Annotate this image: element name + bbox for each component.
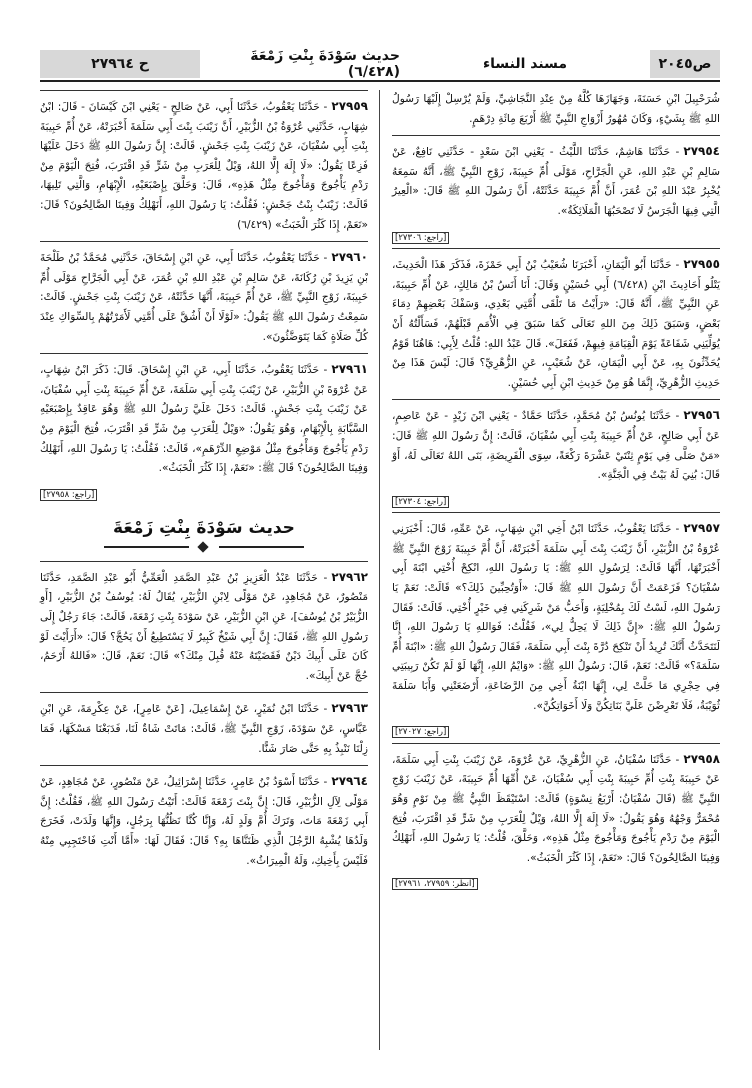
hadith-number: ٢٧٩٥٤ [683,144,720,159]
hadith-text: - حَدَّثَنَا هَاشِمٌ، حَدَّثَنَا اللَّيْثُ - يَعْنِي ابْنَ سَعْدٍ - حَدَّثَنِي نَافِعٌ، عَنْ سَالِمِ بْنِ عَبْدِ اللهِ، عَنِ الْجَرَّاحِ، مَوْلَى أُمِّ حَبِيبَةَ، زَوْجِ النَّبِيِّ ﷺ، أَنَّهُ سَمِعَهُ يُخْبِرُ عَبْدَ اللهِ بْنَ عُمَرَ، أَنَّ أُمَّ حَبِيبَةَ حَدَّثَتْهُ، أَنَّ رَسُولَ اللهِ ﷺ قَالَ: «الْعِيرُ الَّتِي فِيهَا الْجَرَسُ لَا تَصْحَبُهَا الْمَلَائِكَةُ». [392,146,720,217]
hadith-text: - حَدَّثَنَا ابْنُ نُمَيْرٍ، عَنْ إِسْمَاعِيلَ، [عَنْ عَامِرٍ]، عَنْ عِكْرِمَةَ، عَنِ ابْنِ عَبَّاسٍ، عَنْ سَوْدَةَ، زَوْجِ النَّبِيِّ ﷺ، قَالَتْ: مَاتَتْ شَاةٌ لَنَا، فَدَبَغْنَا مَسْكَهَا، فَمَا زِلْنَا نَنْبِذُ بِهِ حَتَّى صَارَ شَنًّا. [40,703,368,755]
hadith-text: - حَدَّثَنَا يُونُسُ بْنُ مُحَمَّدٍ، حَدَّثَنَا حَمَّادٌ - يَعْنِي ابْنَ زَيْدٍ - عَنْ عَاصِمٍ، عَنْ أَبِي صَالِحٍ، عَنْ أُمِّ حَبِيبَةَ بِنْتِ أَبِي سُفْيَانَ، قَالَتْ: إِنَّ رَسُولَ اللهِ ﷺ قَالَ: «مَنْ صَلَّى فِي يَوْمٍ ثِنْتَيْ عَشْرَةَ رَكْعَةً، سِوَى الْفَرِيضَةِ، بَنَى اللهُ تَعَالَى لَهُ، أَوْ قَالَ: بُنِيَ لَهُ بَيْتٌ فِي الْجَنَّةِ». [392,410,720,482]
cross-reference: [راجع: ٢٧٣٠٦] [392,232,449,244]
hadith-entry [40,692,368,759]
hadith-entry [40,561,368,687]
hadith-number: ٢٧٩٦٤ [331,774,368,789]
hadith-text: - حَدَّثَنَا يَعْقُوبُ، حَدَّثَنَا أَبِي، عَنِ ابْنِ إِسْحَاقَ. قَالَ: ذَكَرَ ابْنُ شِهَابٍ، عَنْ عُرْوَةَ بْنِ الزُّبَيْرِ، عَنْ زَيْنَبَ بِنْتِ أَبِي سَلَمَةَ، عَنْ أُمِّ حَبِيبَةَ بِنْتِ أَبِي سُفْيَانَ، عَنْ زَيْنَبَ بِنْتِ جَحْشٍ. قَالَتْ: دَخَلَ عَلَيَّ رَسُولُ اللهِ ﷺ وَهُوَ عَاقِدٌ بِإِصْبَعَيْهِ السَّبَّابَةِ بِالْإِبْهَامِ، وَهُوَ يَقُولُ: «وَيْلٌ لِلْعَرَبِ مِنْ شَرٍّ قَدِ اقْتَرَبَ، فُتِحَ الْيَوْمَ مِنْ رَدْمِ يَأْجُوجَ وَمَأْجُوجَ مِثْلُ مَوْضِعِ الدِّرْهَمِ»، قَالَتْ: فَقُلْتُ: يَا رَسُولَ اللهِ، أَنَهْلِكُ وَفِينَا الصَّالِحُونَ؟ قَالَ ﷺ: «نَعَمْ، إِذَا كَثُرَ الْخَبَثُ». [40,364,368,475]
hadith-entry [40,353,368,479]
hadith-text: - حَدَّثَنَا أَبُو الْيَمَانِ، أَخْبَرَنَا شُعَيْبُ بْنُ أَبِي حَمْزَةَ، فَذَكَرَ هَذَا الْحَدِيثَ، يَتْلُو أَحَادِيثَ ابْنِ (٦/٤٢٨) أَبِي حُسَيْنٍ وَقَالَ: أَنَا أَنَسُ بْنُ مَالِكٍ، عَنْ أُمِّ حَبِيبَةَ، عَنِ النَّبِيِّ ﷺ، أَنَّهُ قَالَ: «رَأَيْتُ مَا تَلْقَى أُمَّتِي بَعْدِي، وَسَفْكَ بَعْضِهِمْ دِمَاءَ بَعْضٍ، وَسَبَقَ ذَلِكَ مِنَ اللهِ تَعَالَى كَمَا سَبَقَ فِي الْأُمَمِ قَبْلَهُمْ، فَسَأَلْتُهُ أَنْ يُوَلِّيَنِي شَفَاعَةً يَوْمَ الْقِيَامَةِ فِيهِمْ، فَفَعَلَ». قَالَ عَبْدُ اللهِ: قُلْتُ لِأَبِي: هَاهُنَا قَوْمٌ يُحَدِّثُونَ بِهِ، عَنْ أَبِي الْيَمَانِ، عَنْ شُعَيْبٍ، عَنِ الزُّهْرِيِّ؟ قَالَ: لَيْسَ هَذَا مِنْ حَدِيثِ الزُّهْرِيِّ، إِنَّمَا هُوَ مِنْ حَدِيثِ ابْنِ أَبِي حُسَيْنٍ. [392,259,720,389]
hadith-entry [40,90,368,235]
page [40,50,720,1060]
hadith-entry [392,248,720,393]
hadith-number: ٢٧٩٥٥ [683,257,720,272]
ornament-divider [104,543,304,551]
hadith-number: ٢٧٩٥٨ [683,751,720,766]
hadith-number: ٢٧٩٦٠ [331,250,368,265]
hadith-entry [392,512,720,716]
hadith-number: ٢٧٩٥٧ [683,521,720,536]
hadith-text: - حَدَّثَنَا يَعْقُوبُ، حَدَّثَنَا ابْنُ أَخِي ابْنِ شِهَابٍ، عَنْ عَمِّهِ، قَالَ: أَخْبَرَنِي عُرْوَةُ بْنُ الزُّبَيْرِ، أَنَّ زَيْنَبَ بِنْتَ أَبِي سَلَمَةَ أَخْبَرَتْهُ، أَنَّ أُمَّ حَبِيبَةَ زَوْجَ النَّبِيِّ ﷺ أَخْبَرَتْهَا، أَنَّهَا قَالَتْ: لِرَسُولِ اللهِ ﷺ: يَا رَسُولَ اللهِ، انْكِحْ أُخْتِي ابْنَةَ أَبِي سُفْيَانَ؟ فَزَعَمَتْ أَنَّ رَسُولَ اللهِ ﷺ قَالَ: «أَوَتُحِبِّينَ ذَلِكَ؟» قَالَتْ: نَعَمْ يَا رَسُولَ اللهِ، لَسْتُ لَكَ بِمُخْلِيَةٍ، وَأَحَبُّ مَنْ شَرِكَنِي فِي خَيْرٍ أُخْتِي. قَالَتْ: فَقَالَ رَسُولُ اللهِ ﷺ: «إِنَّ ذَلِكَ لَا يَحِلُّ لِي»، فَقُلْتُ: فَوَاللهِ يَا رَسُولَ اللهِ، إِنَّا لَنَتَحَدَّثُ أَنَّكَ تُرِيدُ أَنْ تَنْكِحَ دُرَّةَ بِنْتَ أَبِي سَلَمَةَ، فَقَالَ رَسُولُ اللهِ ﷺ: «ابْنَةَ أُمِّ سَلَمَةَ؟» قَالَتْ: نَعَمْ، قَالَ: رَسُولُ اللهِ ﷺ: «وَايْمُ اللهِ، إِنَّهَا لَوْ لَمْ تَكُنْ رَبِيبَتِي فِي حِجْرِي مَا حَلَّتْ لِي، إِنَّهَا ابْنَةُ أَخِي مِنَ الرَّضَاعَةِ، أَرْضَعَتْنِي وَأَبَا سَلَمَةَ ثُوَيْبَةُ، فَلَا تَعْرِضْنَ عَلَيَّ بَنَاتِكُنَّ وَلَا أَخَوَاتِكُنَّ». [392,523,720,712]
hadith-entry [392,90,720,129]
hadith-text: شُرَحْبِيلَ ابْنِ حَسَنَةَ، وَجَهَازَهَا كُلَّهُ مِنْ عِنْدِ النَّجَاشِيِّ، وَلَمْ يُرْسِلْ إِلَيْهَا رَسُولُ اللهِ ﷺ بِشَيْءٍ، وَكَانَ مُهُورُ أَزْوَاجِ النَّبِيِّ ﷺ أَرْبَعَ مِائَةِ دِرْهَمٍ. [392,93,720,125]
hadith-number: ٢٧٩٥٩ [331,99,368,113]
column-divider [379,90,380,1050]
hadith-text: - حَدَّثَنَا يَعْقُوبُ، حَدَّثَنَا أَبِي، عَنِ ابْنِ إِسْحَاقَ، حَدَّثَنِي مُحَمَّدُ بْنُ طَلْحَةَ بْنِ يَزِيدَ بْنِ رُكَانَةَ، عَنْ سَالِمِ بْنِ عَبْدِ اللهِ بْنِ عُمَرَ، عَنْ أَبِي الْجَرَّاحِ مَوْلَى أُمِّ حَبِيبَةَ، زَوْجِ النَّبِيِّ ﷺ، عَنْ أُمِّ حَبِيبَةَ، أَنَّهَا حَدَّثَتْهُ، عَنْ زَيْنَبَ بِنْتِ جَحْشٍ. قَالَتْ: سَمِعْتُ رَسُولَ اللهِ ﷺ يَقُولُ: «لَوْلَا أَنْ أَشُقَّ عَلَى أُمَّتِي لَأَمَرْتُهُمْ بِالسِّوَاكِ عِنْدَ كُلِّ صَلَاةٍ كَمَا يَتَوَضَّئُونَ». [40,252,368,343]
cross-reference: [راجع: ٢٧٣٠٤] [392,496,449,508]
hadith-number: ٢٧٩٥٦ [683,408,720,423]
page-number: ص٢٠٤٥ [650,50,720,78]
chapter-heading [40,519,368,551]
hadith-number: ٢٧٩٦١ [331,362,368,377]
hadith-entry [40,241,368,347]
hadith-text: - حَدَّثَنَا يَعْقُوبُ، حَدَّثَنَا أَبِي، عَنْ صَالِحٍ - يَعْنِي ابْنَ كَيْسَانَ - قَالَ: ابْنُ شِهَابٍ، حَدَّثَنِي عُرْوَةُ بْنُ الزُّبَيْرِ، أَنَّ زَيْنَبَ بِنْتَ أَبِي سَلَمَةَ أَخْبَرَتْهُ، عَنْ أُمِّ حَبِيبَةَ بِنْتِ أَبِي سُفْيَانَ، عَنْ زَيْنَبَ بِنْتِ جَحْشٍ. قَالَتْ: إِنَّ رَسُولَ اللهِ ﷺ دَخَلَ عَلَيْهَا فَزِعًا يَقُولُ: «لَا إِلَهَ إِلَّا اللهُ، وَيْلٌ لِلْعَرَبِ مِنْ شَرٍّ قَدِ اقْتَرَبَ، فُتِحَ الْيَوْمَ مِنْ رَدْمِ يَأْجُوجَ وَمَأْجُوجَ مِثْلُ هَذِهِ»، قَالَ: وَحَلَّقَ بِإِصْبَعَيْهِ، الْإِبْهَامِ، وَالَّتِي تَلِيهَا، قَالَتْ: زَيْنَبُ بِنْتُ جَحْشٍ: فَقُلْتُ: يَا رَسُولَ اللهِ، أَنَهْلِكُ وَفِينَا الصَّالِحُونَ؟ قَالَ: «نَعَمْ، إِذَا كَثُرَ الْخَبَثُ» (٦/٤٢٩) [40,101,368,231]
hadith-entry [40,765,368,871]
book-title: مسند النساء [482,56,568,72]
hadith-text: - حَدَّثَنَا سُفْيَانُ، عَنِ الزُّهْرِيِّ، عَنْ عُرْوَةَ، عَنْ زَيْنَبَ بِنْتِ أَبِي سَلَمَةَ، عَنْ حَبِيبَةَ بِنْتِ أُمِّ حَبِيبَةَ بِنْتِ أَبِي سُفْيَانَ، عَنْ أُمِّهَا أُمِّ حَبِيبَةَ، عَنْ زَيْنَبَ زَوْجِ النَّبِيِّ ﷺ (قَالَ سُفْيَانُ: أَرْبَعُ نِسْوَةٍ) قَالَتْ: اسْتَيْقَظَ النَّبِيُّ ﷺ مِنْ نَوْمٍ وَهُوَ مُحْمَرٌّ وَجْهُهُ وَهُوَ يَقُولُ: «لَا إِلَهَ إِلَّا اللهُ، وَيْلٌ لِلْعَرَبِ مِنْ شَرٍّ قَدِ اقْتَرَبَ، فُتِحَ الْيَوْمَ مِنْ رَدْمِ يَأْجُوجَ وَمَأْجُوجَ مِثْلُ هَذِهِ»، وَحَلَّقَ، قُلْتُ: يَا رَسُولَ اللهِ، أَنَهْلِكُ وَفِينَا الصَّالِحُونَ؟ قَالَ: «نَعَمْ، إِذَا كَثُرَ الْخَبَثُ». [392,753,720,864]
hadith-entry [392,743,720,869]
chapter-title: حديث سَوْدَةَ بِنْتِ زَمْعَةَ [113,518,295,539]
hadith-entry [392,135,720,221]
chapter-header: حديث سَوْدَةَ بِنْتِ زَمْعَةَ (٦/٤٢٨) [250,48,400,80]
hadith-number: ٢٧٩٦٢ [331,569,368,584]
hadith-number: ٢٧٩٦٣ [331,701,368,716]
cross-reference: [راجع: ٢٧٩٥٨] [40,489,97,501]
running-header [40,50,720,78]
header-rule [40,80,720,82]
hadith-text: - حَدَّثَنَا عَبْدُ الْعَزِيزِ بْنُ عَبْدِ الصَّمَدِ الْعَمِّيُّ أَبُو عَبْدِ الصَّمَدِ، حَدَّثَنَا مَنْصُورٌ، عَنْ مُجَاهِدٍ، عَنْ مَوْلًى لِابْنِ الزُّبَيْرِ، يُقَالُ لَهُ: يُوسُفُ بْنُ الزُّبَيْرِ، [أَوِ الزُّبَيْرُ بْنُ يُوسُفَ]، عَنِ ابْنِ الزُّبَيْرِ، عَنْ سَوْدَةَ بِنْتِ زَمْعَةَ، قَالَتْ: جَاءَ رَجُلٌ إِلَى رَسُولِ اللهِ ﷺ، فَقَالَ: إِنَّ أَبِي شَيْخٌ كَبِيرٌ لَا يَسْتَطِيعُ أَنْ يَحُجَّ؟ قَالَ: «أَرَأَيْتَ لَوْ كَانَ عَلَى أَبِيكَ دَيْنٌ فَقَضَيْتَهُ عَنْهُ قُبِلَ مِنْكَ؟» قَالَ: نَعَمْ، قَالَ: «فَاللهُ أَرْحَمُ، حُجَّ عَنْ أَبِيكَ». [40,571,368,682]
hadith-entry [392,399,720,485]
left-column [40,90,368,877]
hadith-text: - حَدَّثَنَا أَسْوَدُ بْنُ عَامِرٍ، حَدَّثَنَا إِسْرَائِيلُ، عَنْ مَنْصُورٍ، عَنْ مُجَاهِدٍ، عَنْ مَوْلًى لِآلِ الزُّبَيْرِ، قَالَ: إِنَّ بِنْتَ زَمْعَةَ قَالَتْ: أَتَيْتُ رَسُولَ اللهِ ﷺ، فَقُلْتُ: إِنَّ أَبِي زَمْعَةَ مَاتَ، وَتَرَكَ أُمَّ وَلَدٍ لَهُ، وَإِنَّا كُنَّا نَظُنُّهَا بِرَجُلٍ، وَإِنَّهَا وَلَدَتْ، فَخَرَجَ وَلَدُهَا يُشْبِهُ الرَّجُلَ الَّذِي ظَنَنَّاهَا بِهِ؟ قَالَ: فَقَالَ لَهَا: «أَمَّا أَنْتِ فَاحْتَجِبِي مِنْهُ فَلَيْسَ بِأَخِيكِ، وَلَهُ الْمِيرَاثُ». [40,776,368,867]
cross-reference: [انظر: ٢٧٩٥٩، ٢٧٩٦١] [392,878,478,890]
hadith-range: ح ٢٧٩٦٤ [40,50,200,78]
right-column [392,90,720,895]
cross-reference: [راجع: ٢٧٠٢٧] [392,726,449,738]
